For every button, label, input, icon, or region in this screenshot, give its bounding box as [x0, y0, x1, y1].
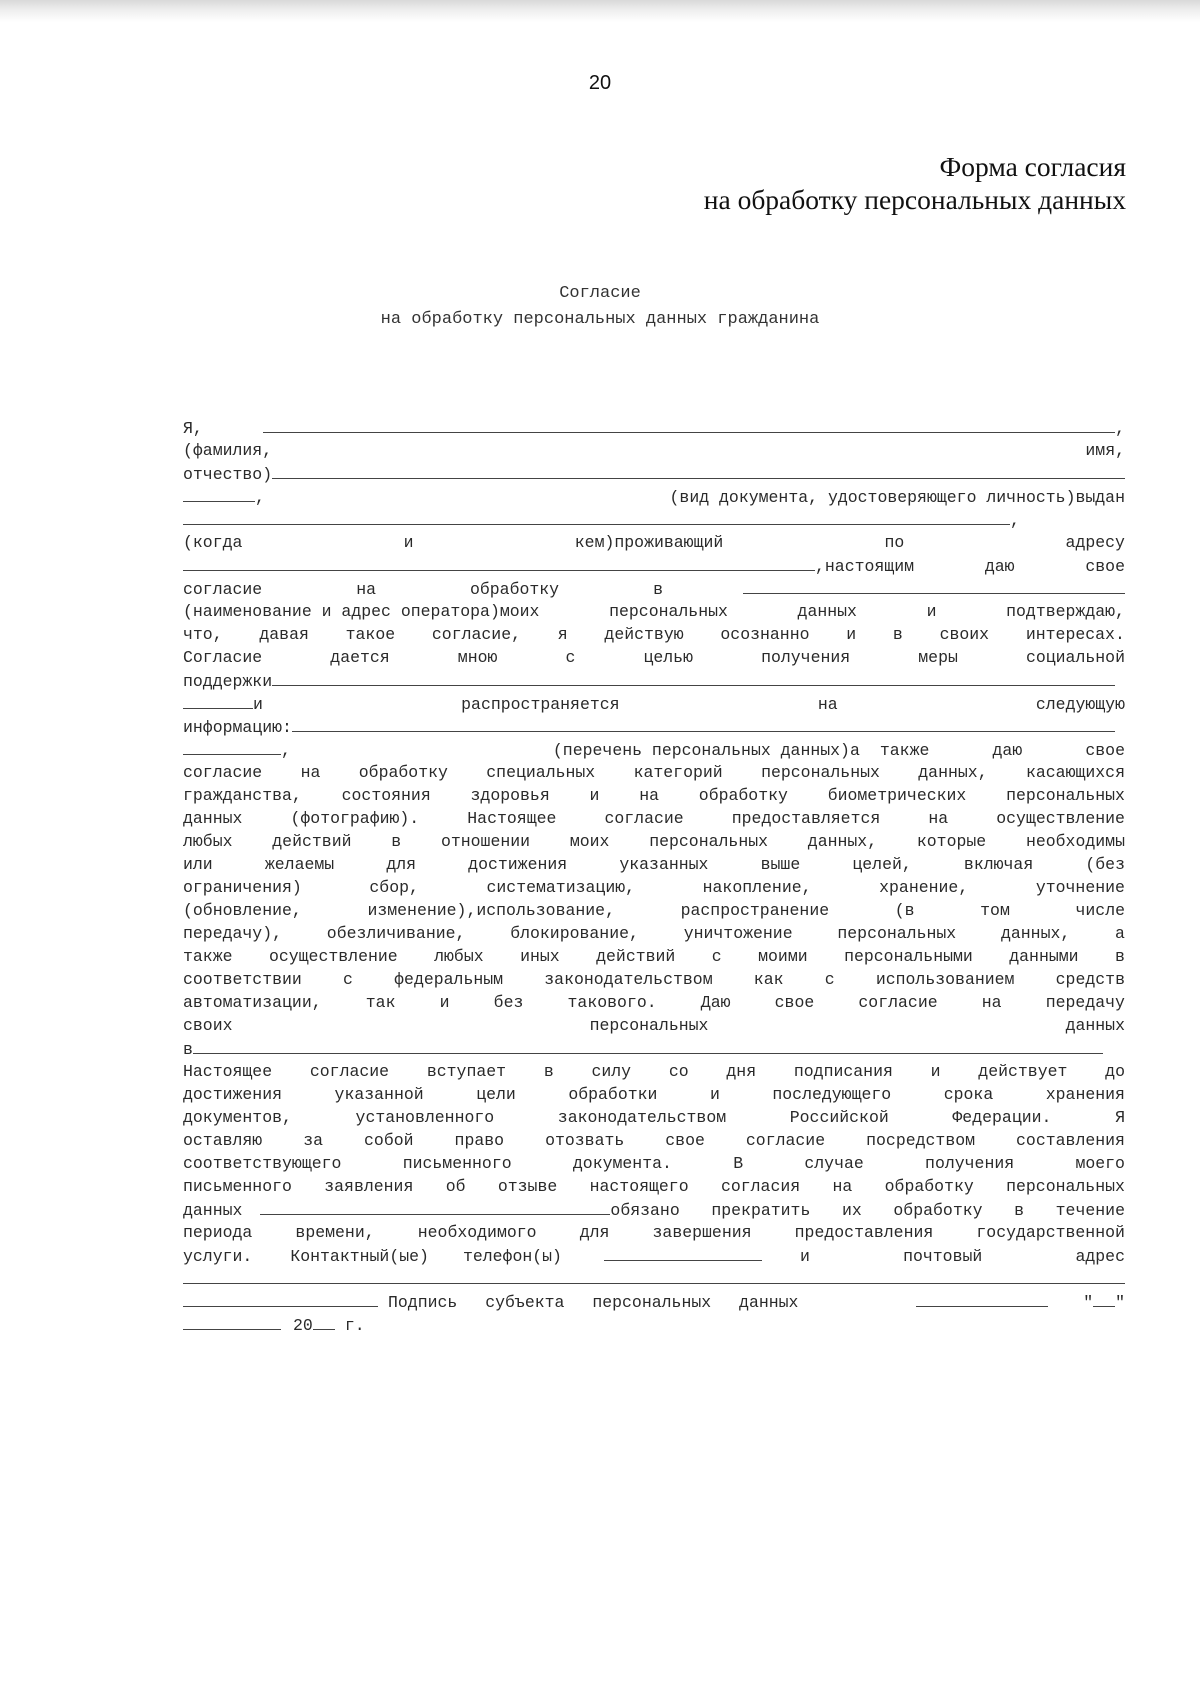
line-word: Контактный(ые)	[290, 1247, 429, 1266]
line-word: персональных	[1006, 1177, 1125, 1196]
line-word: и	[709, 1085, 720, 1104]
line-word: средств	[1055, 970, 1125, 989]
line-word: (вид документа, удостоверяющего личность)выдан	[669, 488, 1125, 507]
line-word: (перечень персональных данных)а	[552, 741, 860, 760]
line-word: кем)проживающий	[574, 533, 724, 552]
line-word: моими	[758, 947, 808, 966]
line-word: по	[884, 533, 905, 552]
text-line	[183, 853, 1125, 876]
line-word: действий	[272, 832, 352, 851]
line-word: свое	[774, 993, 815, 1012]
line-word: с	[824, 970, 835, 989]
line-word: достижения	[183, 1085, 283, 1104]
text-line	[183, 554, 1125, 577]
line-word: действует	[978, 1062, 1068, 1081]
text-line	[183, 508, 1125, 531]
line-word: документа.	[572, 1154, 672, 1173]
line-word: согласие	[745, 1131, 826, 1150]
line-word: предоставления	[794, 1223, 934, 1242]
line-word: действий	[596, 947, 676, 966]
line-word: достижения	[468, 855, 568, 874]
line-word: данных	[797, 602, 857, 621]
line-word: обработку	[698, 786, 788, 805]
line-word: (фотографию).	[290, 809, 420, 828]
line-word: также	[879, 741, 930, 760]
phone-blank[interactable]	[604, 1244, 762, 1261]
line-word: срока	[943, 1085, 994, 1104]
line-word: получения	[925, 1154, 1015, 1173]
date-year-suffix: г.	[344, 1316, 365, 1335]
line-word: желаемы	[264, 855, 335, 874]
line-word: (в	[894, 901, 915, 920]
line-word: Согласие	[183, 648, 263, 667]
text-line	[183, 1152, 1125, 1175]
line-word: телефон(ы)	[462, 1247, 562, 1266]
line-word: согласия	[720, 1177, 801, 1196]
page-number: 20	[588, 72, 612, 94]
text-line	[183, 1014, 1125, 1037]
line-word: на	[817, 695, 838, 714]
line-word: персональных	[589, 1016, 709, 1035]
date-year-prefix: 20	[293, 1316, 313, 1335]
line-word: имя,	[1085, 441, 1125, 460]
line-word: заявления	[324, 1177, 414, 1196]
line-word: систематизацию,	[486, 878, 636, 897]
text-line	[183, 669, 1125, 692]
line-word: осуществление	[996, 809, 1125, 828]
line-word: мною	[457, 648, 498, 667]
text-line	[183, 1060, 1125, 1083]
line-word: своих	[939, 625, 990, 644]
line-word: в	[1014, 1201, 1025, 1220]
line-word: ,настоящим	[815, 557, 915, 576]
text-line	[183, 945, 1125, 968]
line-word: такового.	[567, 993, 657, 1012]
signature-line	[183, 1290, 1125, 1313]
line-word: подтверждаю,	[1006, 602, 1125, 621]
date-quote-close: "	[1115, 1293, 1125, 1312]
operator-revocation-blank[interactable]	[260, 1198, 610, 1215]
line-word: и	[253, 695, 263, 714]
line-word: согласие	[309, 1062, 390, 1081]
form-heading-line-2: на обработку персональных данных	[703, 184, 1126, 215]
line-word: и	[930, 1062, 941, 1081]
line-word: обработку	[893, 1201, 983, 1220]
line-word: даю	[992, 741, 1023, 760]
line-word: необходимого	[417, 1223, 537, 1242]
line-word: подписания	[793, 1062, 893, 1081]
line-word: изменение),использование,	[367, 901, 615, 920]
line-word: осознанно	[720, 625, 810, 644]
line-word: государственной	[976, 1223, 1125, 1242]
line-word: и	[403, 533, 414, 552]
text-line	[183, 600, 1125, 623]
line-word: установленного	[355, 1108, 495, 1127]
line-word: до	[1105, 1062, 1125, 1081]
line-word: за	[303, 1131, 324, 1150]
issued-by-blank[interactable]	[183, 508, 1010, 525]
text-line	[183, 623, 1125, 646]
line-word: законодательством	[544, 970, 713, 989]
line-word: данных,	[918, 763, 988, 782]
text-line	[183, 1267, 1125, 1290]
line-word: и	[589, 786, 600, 805]
text-line	[183, 646, 1125, 669]
text-line	[183, 876, 1125, 899]
line-word: завершения	[652, 1223, 752, 1242]
line-word: Федерации.	[952, 1108, 1052, 1127]
address-blank[interactable]	[183, 554, 815, 571]
line-word: накопление,	[702, 878, 812, 897]
line-word: на	[356, 580, 376, 599]
text-line	[183, 738, 1125, 761]
line-word: ,	[1010, 511, 1020, 530]
line-word: что,	[183, 625, 223, 644]
line-word: со	[668, 1062, 689, 1081]
line-word: социальной	[1025, 648, 1125, 667]
support-measure-blank-2[interactable]	[183, 692, 253, 709]
text-line	[183, 1037, 1125, 1060]
line-word: своих	[183, 1016, 233, 1035]
line-word: их	[841, 1201, 862, 1220]
line-word: собой	[364, 1131, 414, 1150]
line-word: силу	[591, 1062, 632, 1081]
line-word: специальных	[486, 763, 596, 782]
line-word: в	[183, 1040, 193, 1059]
line-word: персональными	[844, 947, 973, 966]
line-word: персональных	[609, 602, 728, 621]
line-word: течение	[1055, 1201, 1125, 1220]
line-word: с	[711, 947, 722, 966]
line-word: Настоящее	[183, 1062, 273, 1081]
line-word: передачу	[1045, 993, 1125, 1012]
postal-address-blank[interactable]	[183, 1267, 1125, 1284]
text-line	[183, 416, 1125, 439]
line-word: законодательством	[557, 1108, 727, 1127]
document-title-line-1: Согласие	[559, 284, 641, 303]
text-line	[183, 991, 1125, 1014]
transfer-recipient-blank[interactable]	[193, 1037, 1103, 1054]
signature-label: Подпись субъекта персональных данных	[388, 1293, 799, 1312]
line-word: давая	[259, 625, 309, 644]
signature-blank[interactable]	[183, 1290, 378, 1307]
line-word: ,	[255, 488, 265, 507]
document-blank[interactable]	[183, 485, 255, 502]
line-word: хранение,	[879, 878, 969, 897]
text-line	[183, 784, 1125, 807]
text-line	[183, 1244, 1125, 1267]
line-word: согласие	[183, 580, 263, 599]
line-word: указанных	[619, 855, 709, 874]
line-word: том	[980, 901, 1010, 920]
line-word: (наименование и адрес оператора)моих	[183, 602, 540, 621]
line-word: я	[557, 625, 568, 644]
date-quote-open: "	[1083, 1293, 1094, 1312]
line-word: случае	[804, 1154, 864, 1173]
line-word: персональных	[837, 924, 957, 943]
line-word: в	[892, 625, 903, 644]
line-word: любых	[183, 832, 233, 851]
line-word: и	[926, 602, 937, 621]
line-word: периода	[183, 1223, 253, 1242]
line-word: данных	[183, 1201, 243, 1220]
text-line	[183, 1083, 1125, 1106]
consent-body	[183, 416, 1125, 1336]
line-word: отношении	[440, 832, 531, 851]
line-word: персональных	[761, 763, 880, 782]
line-word: такое	[345, 625, 396, 644]
line-word: ,	[1115, 419, 1125, 438]
line-word: соответствующего	[183, 1154, 342, 1173]
line-word: как	[753, 970, 784, 989]
line-word: обработки	[568, 1085, 658, 1104]
line-word: и	[846, 625, 857, 644]
line-word: любых	[434, 947, 484, 966]
line-word: соответствии	[183, 970, 302, 989]
text-line	[183, 1106, 1125, 1129]
line-word: данных,	[1000, 924, 1071, 943]
line-word: ,	[281, 741, 291, 760]
line-word: интересах.	[1025, 625, 1125, 644]
line-word: отчество)	[183, 465, 273, 484]
line-word: целью	[643, 648, 693, 667]
document-title	[0, 281, 1200, 333]
line-word: распространяется	[461, 695, 620, 714]
line-word: и	[799, 1247, 810, 1266]
form-heading-line-1: Форма согласия	[939, 151, 1126, 182]
line-word: дается	[330, 648, 390, 667]
line-word: которые	[916, 832, 987, 851]
text-line	[183, 968, 1125, 991]
line-word: обработку	[358, 763, 448, 782]
line-word: в	[1115, 947, 1125, 966]
text-line	[183, 577, 1125, 600]
line-word: отозвать	[545, 1131, 625, 1150]
text-line	[183, 1129, 1125, 1152]
line-word: данными	[1009, 947, 1079, 966]
line-word: распространение	[680, 901, 830, 920]
line-word: для	[386, 855, 417, 874]
line-word: согласие,	[431, 625, 522, 644]
text-line	[183, 715, 1125, 738]
line-word: цели	[476, 1085, 516, 1104]
line-word: предоставляется	[731, 809, 881, 828]
text-line	[183, 807, 1125, 830]
line-word: уточнение	[1035, 878, 1125, 897]
line-word: (без	[1085, 855, 1125, 874]
line-word: адрес	[1075, 1247, 1125, 1266]
info-list-blank[interactable]	[292, 715, 1115, 732]
line-word: (когда	[183, 533, 243, 552]
line-word: Я	[1115, 1108, 1125, 1127]
line-word: об	[445, 1177, 466, 1196]
form-heading	[704, 150, 1126, 216]
line-word: блокирование,	[510, 924, 639, 943]
line-word: данных,	[807, 832, 878, 851]
line-word: также	[183, 947, 233, 966]
line-word: включая	[963, 855, 1034, 874]
line-word: согласие	[604, 809, 684, 828]
text-line	[183, 1175, 1125, 1198]
line-word: осуществление	[268, 947, 398, 966]
line-word: В	[733, 1154, 744, 1173]
line-word: иных	[520, 947, 560, 966]
line-word: Я,	[183, 419, 203, 438]
text-line	[183, 485, 1125, 508]
patronymic-blank[interactable]	[272, 462, 1125, 479]
line-word: получения	[761, 648, 851, 667]
info-list-blank-2[interactable]	[183, 738, 281, 755]
text-line	[183, 462, 1125, 485]
line-word: настоящего	[589, 1177, 689, 1196]
line-word: для	[579, 1223, 610, 1242]
date-line	[183, 1313, 1125, 1336]
line-word: с	[565, 648, 576, 667]
line-word: даю	[984, 557, 1015, 576]
line-word: обработку	[884, 1177, 974, 1196]
line-word: так	[365, 993, 396, 1012]
line-word: гражданства,	[183, 786, 302, 805]
line-word: свое	[1085, 741, 1125, 760]
line-word: свое	[1085, 557, 1125, 576]
line-word: числе	[1075, 901, 1125, 920]
line-word: в	[543, 1062, 554, 1081]
date-year-blank[interactable]	[313, 1313, 335, 1330]
line-word: с	[343, 970, 353, 989]
line-word: обязано	[610, 1201, 680, 1220]
text-line	[183, 439, 1125, 462]
line-word: а	[1115, 924, 1125, 943]
line-word: и	[439, 993, 450, 1012]
line-word: состояния	[341, 786, 431, 805]
line-word: оставляю	[183, 1131, 263, 1150]
line-word: вступает	[426, 1062, 507, 1081]
line-word: сбор,	[369, 878, 419, 897]
line-word: необходимы	[1025, 832, 1125, 851]
line-word: отзыве	[497, 1177, 558, 1196]
line-word: (обновление,	[183, 901, 302, 920]
line-word: действую	[604, 625, 684, 644]
date-month-blank[interactable]	[183, 1313, 281, 1330]
line-word: данных	[1065, 1016, 1125, 1035]
line-word: (фамилия,	[183, 441, 273, 460]
line-word: дня	[726, 1062, 757, 1081]
line-word: в	[653, 580, 663, 599]
text-line	[183, 830, 1125, 853]
line-word: Настоящее	[467, 809, 557, 828]
line-word: согласие	[183, 763, 263, 782]
line-word: согласие	[858, 993, 938, 1012]
line-word: хранения	[1045, 1085, 1125, 1104]
line-word: выше	[760, 855, 801, 874]
fullname-blank[interactable]	[263, 416, 1115, 433]
line-word: ограничения)	[183, 878, 302, 897]
line-word: поддержки	[183, 672, 273, 691]
line-word: без	[493, 993, 524, 1012]
operator-blank[interactable]	[743, 577, 1125, 594]
line-word: меры	[918, 648, 958, 667]
line-word: указанной	[334, 1085, 424, 1104]
line-word: биометрических	[827, 786, 967, 805]
line-word: на	[981, 993, 1002, 1012]
line-word: моих	[569, 832, 610, 851]
line-word: здоровья	[470, 786, 550, 805]
line-word: Даю	[700, 993, 731, 1012]
line-word: прекратить	[711, 1201, 811, 1220]
line-word: обезличивание,	[326, 924, 466, 943]
line-word: на	[639, 786, 660, 805]
line-word: право	[454, 1131, 505, 1150]
line-word: услуги.	[183, 1247, 253, 1266]
line-word: в	[391, 832, 402, 851]
line-word: письменного	[402, 1154, 512, 1173]
text-line	[183, 692, 1125, 715]
line-word: целей,	[852, 855, 912, 874]
line-word: персональных	[649, 832, 769, 851]
line-word: использованием	[875, 970, 1015, 989]
line-word: посредством	[866, 1131, 976, 1150]
line-word: или	[183, 855, 213, 874]
line-word: на	[300, 763, 321, 782]
line-word: данных	[183, 809, 243, 828]
line-word: категорий	[633, 763, 723, 782]
line-word: на	[928, 809, 949, 828]
line-word: автоматизации,	[183, 993, 322, 1012]
text-line	[183, 922, 1125, 945]
line-word: федеральным	[394, 970, 504, 989]
line-word: составления	[1016, 1131, 1125, 1150]
line-word: на	[832, 1177, 853, 1196]
line-word: моего	[1075, 1154, 1125, 1173]
line-word: почтовый	[903, 1247, 983, 1266]
line-word: документов,	[183, 1108, 292, 1127]
line-word: последующего	[772, 1085, 892, 1104]
text-line	[183, 761, 1125, 784]
line-word: касающихся	[1025, 763, 1125, 782]
line-word: обработку	[469, 580, 560, 599]
line-word: уничтожение	[683, 924, 793, 943]
line-word: времени,	[295, 1223, 375, 1242]
line-word: свое	[665, 1131, 705, 1150]
signature-name-blank[interactable]	[916, 1290, 1048, 1307]
line-word: передачу),	[183, 924, 283, 943]
support-measure-blank[interactable]	[272, 669, 1115, 686]
text-line	[183, 1198, 1125, 1221]
text-line	[183, 531, 1125, 554]
line-word: персональных	[1006, 786, 1125, 805]
document-title-line-2: на обработку персональных данных гражданина	[380, 310, 820, 329]
line-word: следующую	[1035, 695, 1125, 714]
line-word: письменного	[183, 1177, 292, 1196]
text-line	[183, 1221, 1125, 1244]
text-line	[183, 899, 1125, 922]
date-day-blank[interactable]	[1093, 1290, 1115, 1307]
line-word: Российской	[789, 1108, 889, 1127]
scan-edge	[0, 0, 1200, 22]
line-word: информацию:	[183, 718, 292, 737]
line-word: адресу	[1065, 533, 1125, 552]
